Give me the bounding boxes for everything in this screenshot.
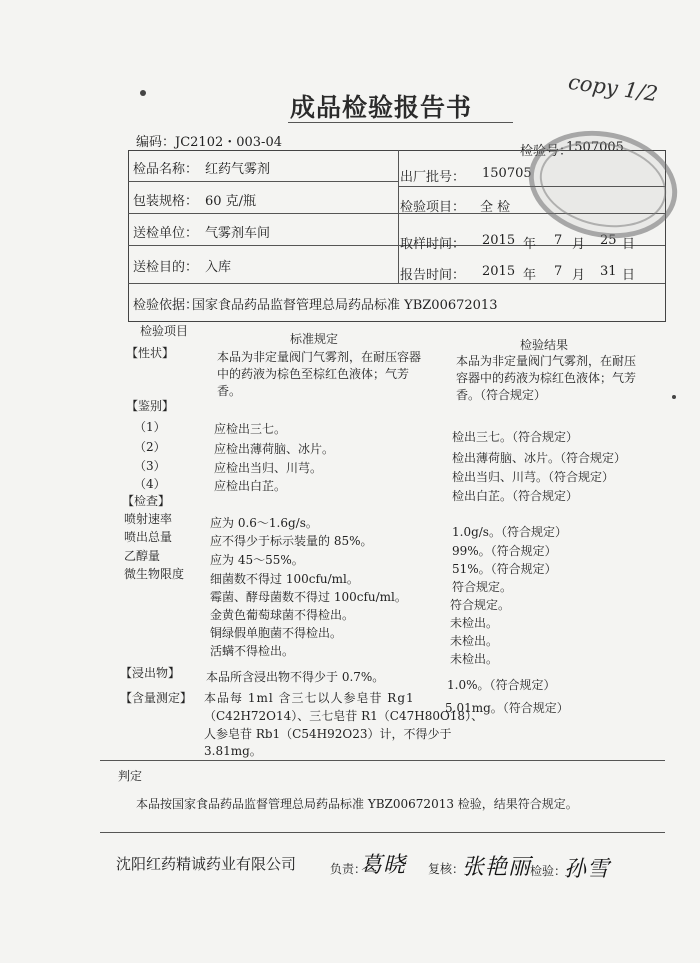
check-std-2: 应不得少于标示装量的 85%。: [210, 534, 373, 548]
report-year: 2015: [482, 264, 516, 279]
label-sample-time: 取样时间：: [400, 237, 466, 252]
value-batch: 150705: [482, 166, 532, 181]
check-res-3: 51%。（符合规定）: [452, 562, 557, 576]
check-res-2: 99%。（符合规定）: [452, 544, 557, 558]
trait-res-2: 容器中的药液为棕红色液体；气芳: [456, 371, 637, 385]
ident-res-1: 检出三七。（符合规定）: [452, 430, 579, 444]
verdict-text: 本品按国家食品药品监督管理总局药品标准 YBZ00672013 检验，结果符合规定。: [136, 797, 578, 811]
col-standard: 标准规定: [290, 332, 339, 346]
value-package: 60 克/瓶: [205, 194, 257, 209]
inspect-signature: 孙雪: [564, 857, 611, 882]
col-result: 检验结果: [520, 338, 569, 352]
content-std-3: 人参皂苷 Rb1（C54H92O23）计，不得少于: [204, 727, 452, 741]
content-std-2: （C42H72O14）、三七皂苷 R1（C47H80O18）、: [204, 709, 484, 723]
value-dept: 气雾剂车间: [205, 226, 271, 241]
content-res: 5.01mg。（符合规定）: [445, 701, 569, 715]
section-traits: 【性状】: [126, 346, 175, 360]
trait-std-3: 香。: [217, 384, 242, 398]
check-item-2: 喷出总量: [124, 530, 173, 544]
value-basis: 国家食品药品监督管理总局药品标准 YBZ00672013: [192, 298, 498, 313]
report-no-value: 1507005: [566, 140, 624, 155]
check-item-1: 喷射速率: [124, 512, 173, 526]
report-month-unit: 月: [572, 268, 586, 283]
ident-res-3: 检出当归、川芎。（符合规定）: [452, 470, 615, 484]
review-label: 复核：: [428, 862, 465, 876]
check-std-4: 细菌数不得过 100cfu/ml。: [210, 572, 359, 586]
punch-hole: [140, 90, 146, 96]
section-check: 【检查】: [122, 494, 171, 508]
content-std-1: 本品每 1ml 含三七以人参皂苷 Rg1: [204, 691, 415, 705]
value-purpose: 入库: [205, 260, 232, 275]
content-std-4: 3.81mg。: [204, 744, 262, 758]
ident-no-4: （4）: [134, 477, 166, 491]
label-product: 检品名称：: [133, 162, 199, 177]
trait-res-3: 香。（符合规定）: [456, 388, 547, 402]
ident-std-3: 应检出当归、川芎。: [214, 461, 323, 475]
check-res-1: 1.0g/s。（符合规定）: [452, 525, 567, 539]
section-extract: 【浸出物】: [120, 666, 181, 680]
value-product: 红药气雾剂: [205, 162, 271, 177]
trait-res-1: 本品为非定量阀门气雾剂，在耐压: [456, 354, 637, 368]
inspect-label: 检验：: [530, 864, 567, 878]
label-items: 检验项目：: [400, 200, 466, 215]
check-item-3: 乙醇量: [124, 549, 161, 563]
report-day: 31: [600, 264, 617, 279]
micro-res-1: 符合规定。: [450, 598, 511, 612]
ident-no-3: （3）: [134, 459, 166, 473]
ident-no-1: （1）: [134, 420, 166, 434]
micro-res-2: 未检出。: [450, 616, 499, 630]
micro-res-4: 未检出。: [450, 652, 499, 666]
label-purpose: 送检目的：: [133, 260, 199, 275]
verdict-label: 判定: [118, 769, 143, 783]
ident-std-1: 应检出三七。: [214, 422, 287, 436]
divider: [398, 150, 399, 283]
sample-month-unit: 月: [572, 237, 586, 252]
ident-no-2: （2）: [134, 440, 166, 454]
micro-std-2: 金黄色葡萄球菌不得检出。: [210, 608, 355, 622]
company-name: 沈阳红药精诚药业有限公司: [116, 855, 297, 873]
check-item-4: 微生物限度: [124, 567, 185, 581]
section-content: 【含量测定】: [120, 691, 193, 705]
label-basis: 检验依据：: [133, 298, 199, 313]
sample-year: 2015: [482, 233, 516, 248]
owner-signature: 葛晓: [360, 853, 407, 878]
divider: [128, 283, 665, 284]
divider: [128, 181, 398, 182]
extract-std: 本品所含浸出物不得少于 0.7%。: [206, 670, 385, 684]
check-std-1: 应为 0.6～1.6g/s。: [210, 516, 318, 530]
doc-code: 编码：JC2102・003-04: [136, 135, 282, 150]
micro-res-3: 未检出。: [450, 634, 499, 648]
check-std-3: 应为 45～55%。: [210, 553, 304, 567]
divider: [100, 832, 665, 833]
copy-note: copy 1/2: [566, 69, 660, 107]
check-res-4: 符合规定。: [452, 580, 513, 594]
label-dept: 送检单位：: [133, 226, 199, 241]
sample-year-unit: 年: [523, 237, 537, 252]
micro-std-3: 铜绿假单胞菌不得检出。: [210, 626, 343, 640]
sample-month: 7: [554, 233, 563, 248]
sample-day: 25: [600, 233, 617, 248]
trait-std-1: 本品为非定量阀门气雾剂，在耐压容器: [217, 350, 422, 364]
review-signature: 张艳丽: [462, 855, 532, 880]
page-title: 成品检验报告书: [290, 93, 473, 122]
owner-label: 负责：: [330, 862, 367, 876]
micro-std-4: 活螨不得检出。: [210, 644, 295, 658]
ident-std-2: 应检出薄荷脑、冰片。: [214, 442, 335, 456]
value-items: 全 检: [480, 200, 511, 215]
extract-res: 1.0%。（符合规定）: [447, 678, 556, 692]
label-batch: 出厂批号：: [400, 170, 466, 185]
trait-std-2: 中的药液为棕色至棕红色液体；气芳: [217, 367, 410, 381]
divider: [100, 760, 665, 761]
col-item: 检验项目: [140, 324, 189, 338]
micro-std-1: 霉菌、酵母菌数不得过 100cfu/ml。: [210, 590, 407, 604]
speck: [672, 395, 676, 399]
label-package: 包装规格：: [133, 194, 199, 209]
section-identify: 【鉴别】: [126, 399, 175, 413]
label-report-time: 报告时间：: [400, 268, 466, 283]
report-day-unit: 日: [622, 268, 636, 283]
report-year-unit: 年: [523, 268, 537, 283]
report-no-label: 检验号：: [520, 144, 573, 159]
title-underline: [288, 122, 513, 123]
sample-day-unit: 日: [622, 237, 636, 252]
report-month: 7: [554, 264, 563, 279]
ident-res-2: 检出薄荷脑、冰片。（符合规定）: [452, 451, 627, 465]
ident-res-4: 检出白芷。（符合规定）: [452, 489, 579, 503]
ident-std-4: 应检出白芷。: [214, 479, 287, 493]
